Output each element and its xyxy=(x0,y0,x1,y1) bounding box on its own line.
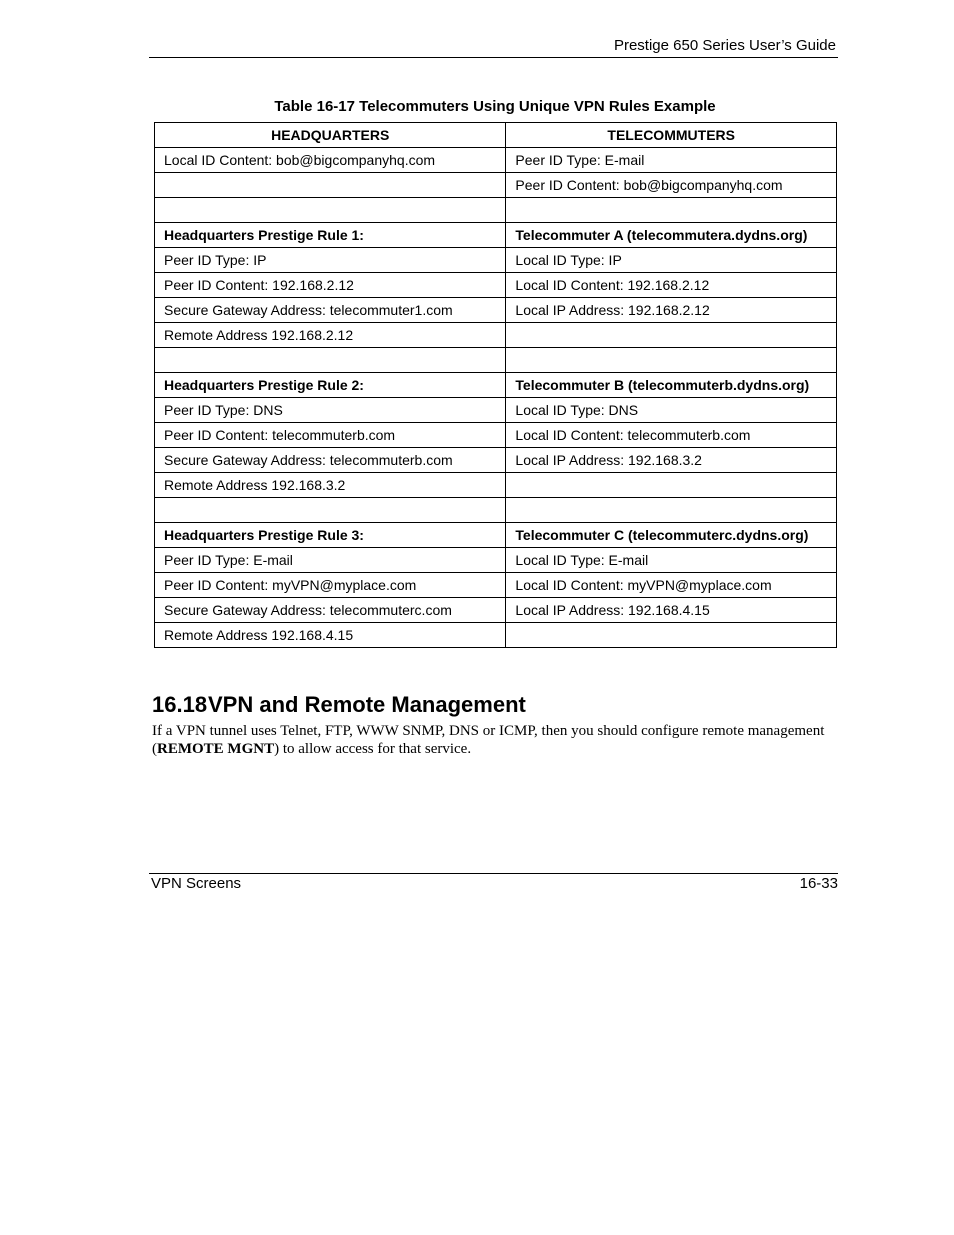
table-row xyxy=(155,298,837,323)
table-cell-telecommuters: Peer ID Content: bob@bigcompanyhq.com xyxy=(506,173,837,198)
table-cell-headquarters: Peer ID Type: E-mail xyxy=(155,548,506,573)
table-row xyxy=(155,273,837,298)
footer-page-number: 16-33 xyxy=(799,875,838,892)
table-row xyxy=(155,423,837,448)
body-text-after: ) to allow access for that service. xyxy=(274,741,472,757)
section-heading xyxy=(152,692,526,718)
table-cell-telecommuters: Telecommuter A (telecommutera.dydns.org) xyxy=(506,223,837,248)
table-cell-telecommuters: Local IP Address: 192.168.3.2 xyxy=(506,448,837,473)
body-text-before: If a VPN tunnel uses Telnet, FTP, WWW SNMP, DNS or ICMP, then you should configure remote management ( xyxy=(152,723,825,757)
table-cell-telecommuters xyxy=(506,348,837,373)
section-body xyxy=(152,722,842,758)
table-row xyxy=(155,523,837,548)
table-row xyxy=(155,173,837,198)
table-row xyxy=(155,348,837,373)
footer-chapter: VPN Screens xyxy=(151,875,242,892)
body-text-bold: REMOTE MGNT xyxy=(157,741,275,757)
table-row xyxy=(155,248,837,273)
table-cell-telecommuters: Local ID Content: myVPN@myplace.com xyxy=(506,573,837,598)
table-cell-headquarters: Local ID Content: bob@bigcompanyhq.com xyxy=(155,148,506,173)
table-cell-telecommuters: Telecommuter C (telecommuterc.dydns.org) xyxy=(506,523,837,548)
table-row xyxy=(155,498,837,523)
table-header-row xyxy=(155,123,837,148)
table-cell-headquarters: Remote Address 192.168.3.2 xyxy=(155,473,506,498)
table-cell-headquarters xyxy=(155,198,506,223)
vpn-rules-table xyxy=(154,122,837,648)
section-title: VPN and Remote Management xyxy=(208,692,526,717)
table-cell-headquarters: Peer ID Content: myVPN@myplace.com xyxy=(155,573,506,598)
table-row xyxy=(155,548,837,573)
table-cell-headquarters: Secure Gateway Address: telecommuterb.com xyxy=(155,448,506,473)
table-row xyxy=(155,398,837,423)
table-cell-telecommuters xyxy=(506,473,837,498)
table-cell-headquarters: Peer ID Content: 192.168.2.12 xyxy=(155,273,506,298)
table-cell-telecommuters xyxy=(506,498,837,523)
header-rule xyxy=(149,57,838,58)
table-row xyxy=(155,623,837,648)
table-row xyxy=(155,148,837,173)
table-cell-headquarters: Headquarters Prestige Rule 2: xyxy=(155,373,506,398)
table-cell-headquarters: Headquarters Prestige Rule 3: xyxy=(155,523,506,548)
column-header-headquarters: HEADQUARTERS xyxy=(155,123,506,148)
table-cell-headquarters: Headquarters Prestige Rule 1: xyxy=(155,223,506,248)
table-caption: Table 16-17 Telecommuters Using Unique VPN Rules Example xyxy=(274,98,716,115)
table-cell-telecommuters xyxy=(506,323,837,348)
table-cell-headquarters xyxy=(155,173,506,198)
table-row xyxy=(155,448,837,473)
table-cell-headquarters: Secure Gateway Address: telecommuter1.com xyxy=(155,298,506,323)
table-cell-telecommuters: Local ID Content: telecommuterb.com xyxy=(506,423,837,448)
table-cell-telecommuters: Telecommuter B (telecommuterb.dydns.org) xyxy=(506,373,837,398)
table-row xyxy=(155,573,837,598)
table-cell-telecommuters: Local ID Content: 192.168.2.12 xyxy=(506,273,837,298)
table-cell-telecommuters: Local ID Type: E-mail xyxy=(506,548,837,573)
table-cell-headquarters: Remote Address 192.168.4.15 xyxy=(155,623,506,648)
section-number: 16.18 xyxy=(152,692,208,717)
table-cell-telecommuters: Local ID Type: DNS xyxy=(506,398,837,423)
table-row xyxy=(155,598,837,623)
table-cell-telecommuters: Local ID Type: IP xyxy=(506,248,837,273)
table-row xyxy=(155,473,837,498)
table-cell-telecommuters xyxy=(506,623,837,648)
table-row xyxy=(155,223,837,248)
table-body xyxy=(155,148,837,648)
column-header-telecommuters: TELECOMMUTERS xyxy=(506,123,837,148)
table-cell-headquarters xyxy=(155,348,506,373)
table-cell-headquarters: Peer ID Type: IP xyxy=(155,248,506,273)
table-cell-telecommuters: Local IP Address: 192.168.2.12 xyxy=(506,298,837,323)
table-cell-headquarters xyxy=(155,498,506,523)
table-cell-headquarters: Secure Gateway Address: telecommuterc.com xyxy=(155,598,506,623)
footer-rule xyxy=(149,873,838,874)
table-cell-telecommuters xyxy=(506,198,837,223)
table-cell-headquarters: Peer ID Type: DNS xyxy=(155,398,506,423)
header-title: Prestige 650 Series User’s Guide xyxy=(613,37,836,54)
table-row xyxy=(155,198,837,223)
table-cell-telecommuters: Peer ID Type: E-mail xyxy=(506,148,837,173)
table-cell-headquarters: Remote Address 192.168.2.12 xyxy=(155,323,506,348)
table-row xyxy=(155,323,837,348)
table-cell-telecommuters: Local IP Address: 192.168.4.15 xyxy=(506,598,837,623)
table-cell-headquarters: Peer ID Content: telecommuterb.com xyxy=(155,423,506,448)
table-row xyxy=(155,373,837,398)
